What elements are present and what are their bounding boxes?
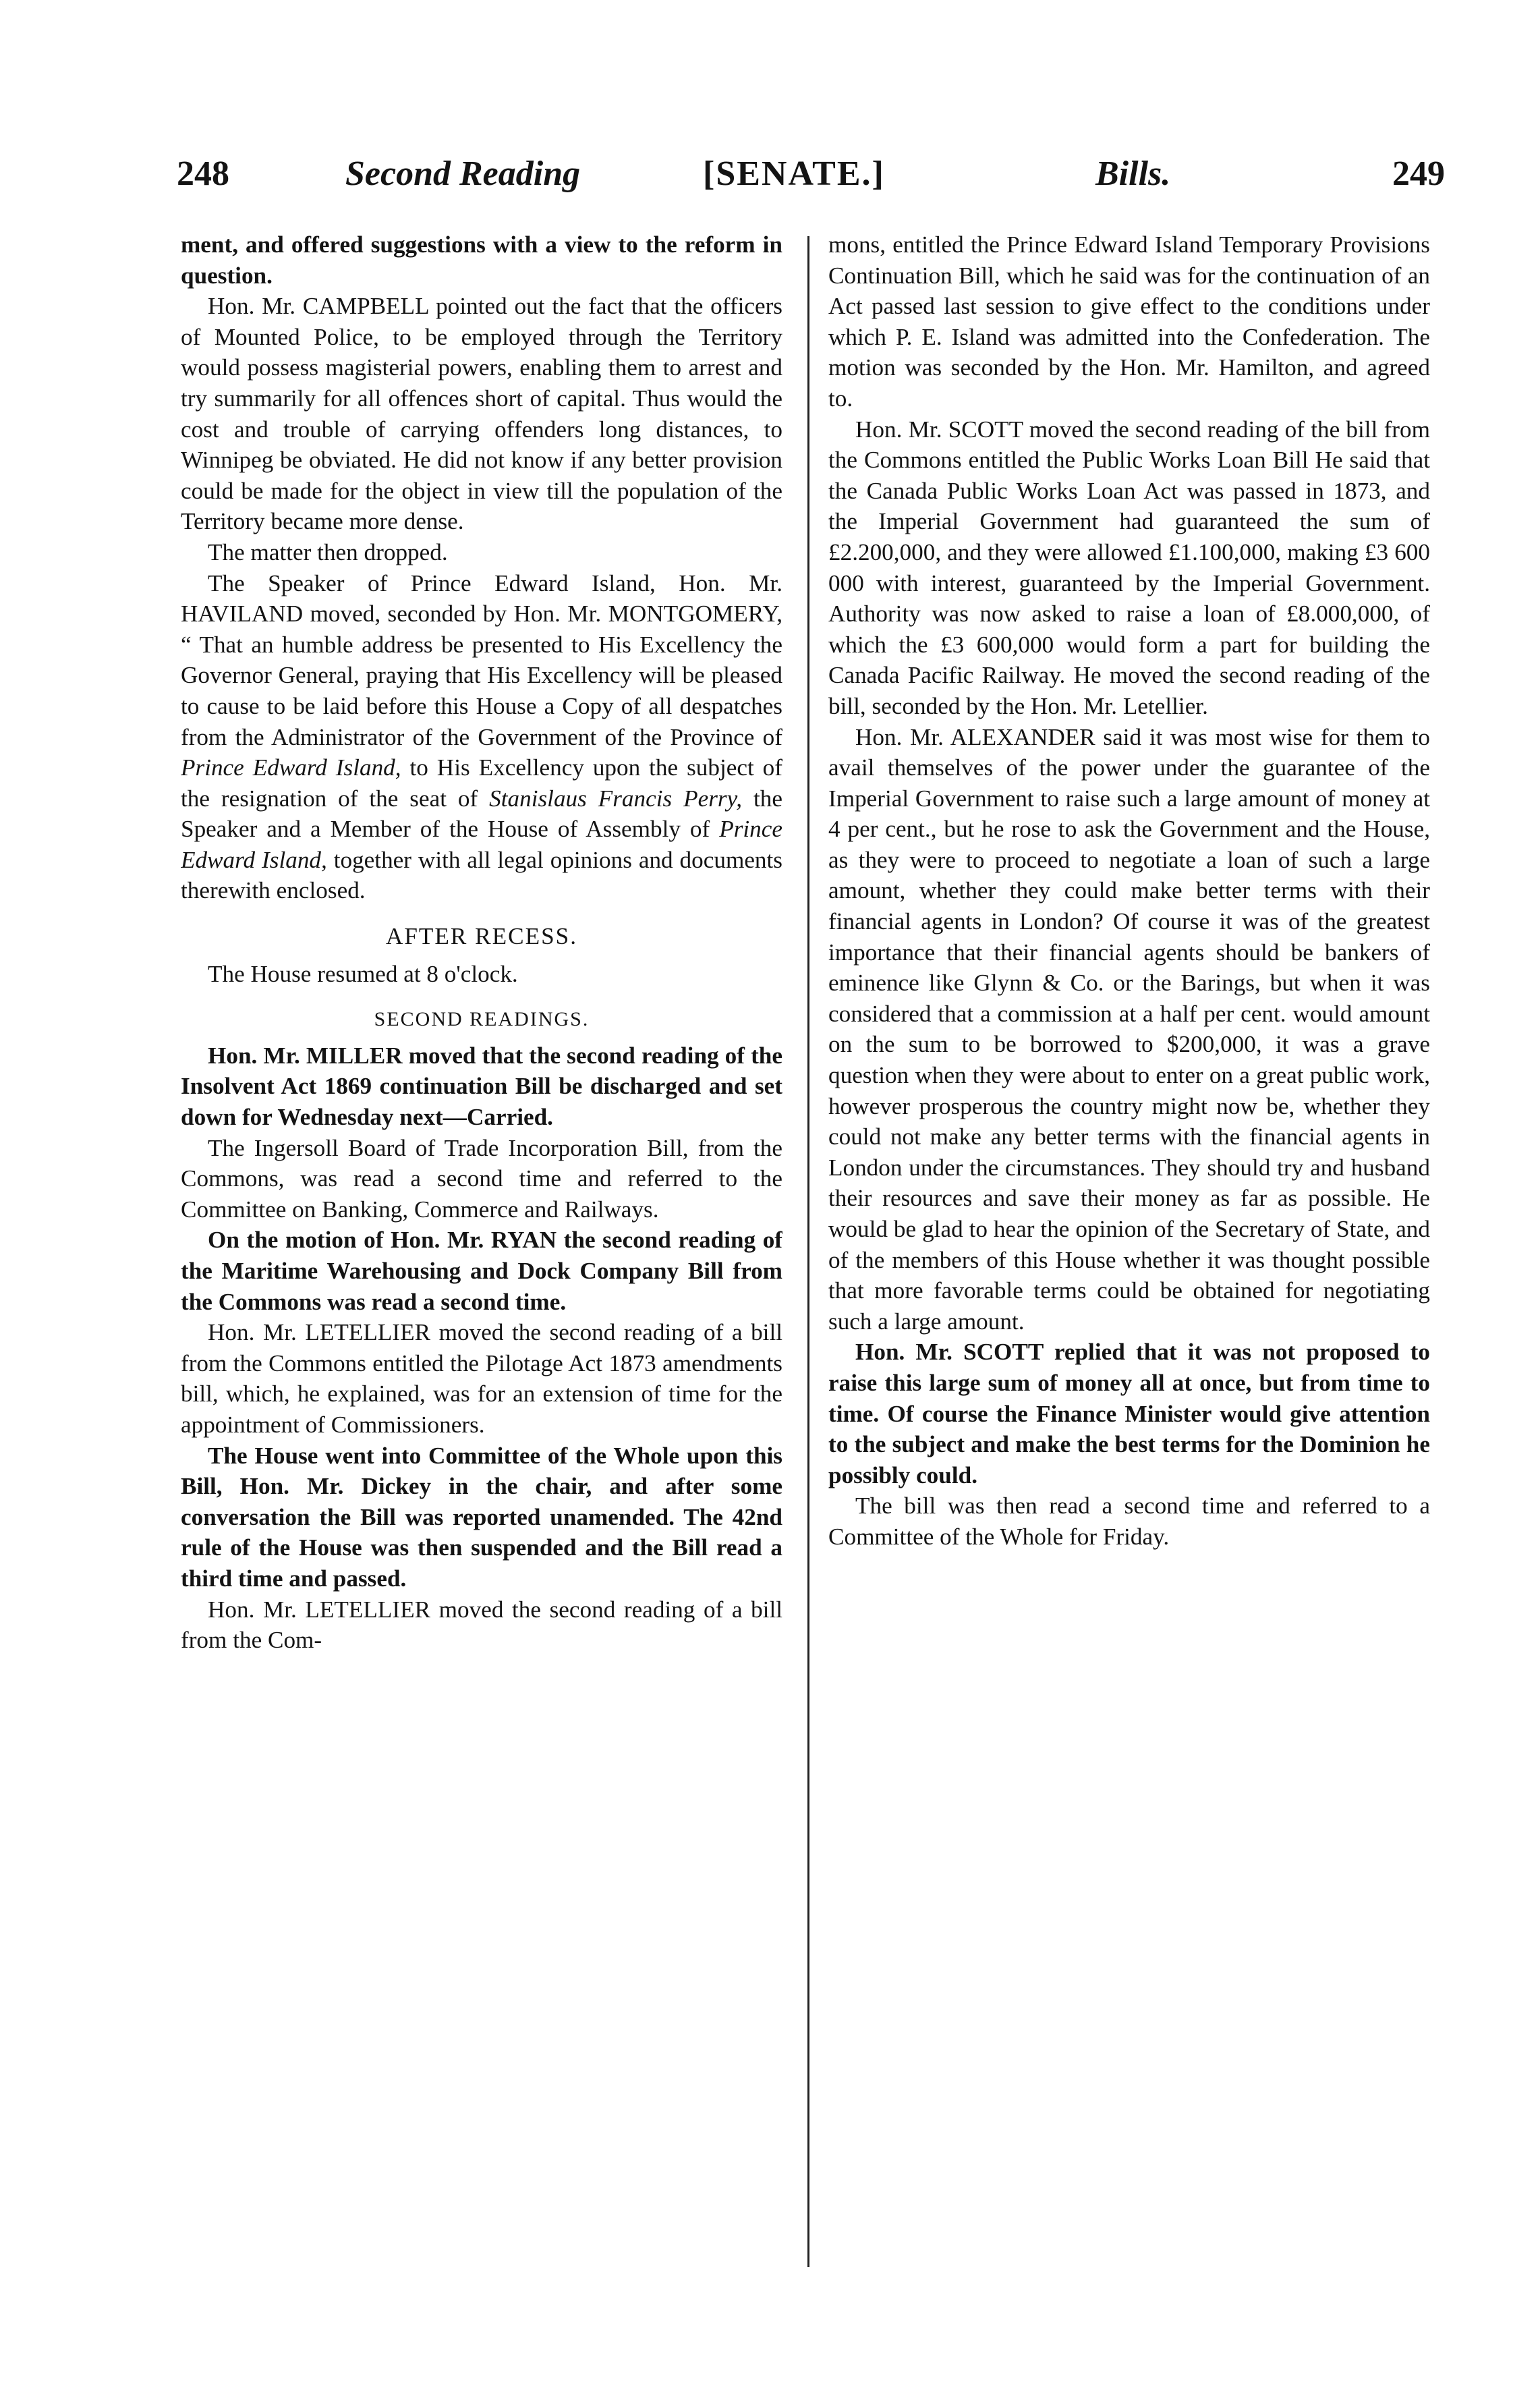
right-column — [828, 229, 1430, 2328]
paragraph: The matter then dropped. — [208, 538, 448, 565]
section-heading: SECOND READINGS. — [374, 1008, 590, 1031]
paragraph: The House resumed at 8 o'clock. — [208, 960, 518, 987]
left-page-number: 248 — [177, 155, 229, 193]
paragraph: mons, entitled the Prince Edward Island Temporary Provisions Continuation Bill, which he said was for the continuation of an Act passed last session to give effect to the conditions under which P. E. Island was admitted into the Confederation. The motion was seconded by the Hon. Mr. Hamilton, and agreed to. — [828, 231, 1430, 412]
paragraph: On the motion of Hon. Mr. RYAN the second reading of the Maritime Warehousing and Dock Company Bill from the Commons was read a second time. — [181, 1227, 782, 1315]
paragraph: Hon. Mr. SCOTT replied that it was not proposed to raise this large sum of money all at once, but from time to time. Of course the Finance Minister would give attention to the subject and make the best terms for the Dominion he possibly could. — [828, 1339, 1430, 1488]
paragraph: Hon. Mr. LETELLIER moved the second reading of a bill from the Com- — [181, 1596, 782, 1654]
section-heading: AFTER RECESS. — [385, 923, 578, 950]
italic-run: Prince Edward Island, — [181, 816, 782, 873]
column-divider — [807, 236, 809, 2267]
page-header — [177, 154, 1445, 215]
paragraph: Hon. Mr. LETELLIER moved the second reading of a bill from the Commons entitled the Pilotage Act 1873 amendments bill, which, he explained, was for an extension of time for the appointment of Commissioners. — [181, 1319, 782, 1438]
paragraph: Hon. Mr. SCOTT moved the second reading of the bill from the Commons entitled the Public Works Loan Bill He said that the Canada Public Works Loan Act was passed in 1873, and the Imperial Government had guaranteed the sum of £2.200,000, and they were allowed £1.100,000, making £3 600 000 with interest, guaranteed by the Imperial Government. Authority was now asked to raise a loan of £8.000,000, of which the £3 600,000 would form a part for building the Canada Pacific Railway. He moved the second reading of the bill, seconded by the Hon. Mr. Letellier. — [828, 416, 1430, 719]
paragraph: The House went into Committee of the Whole upon this Bill, Hon. Mr. Dickey in the chair, and after some conversation the Bill was reported unamended. The 42nd rule of the House was then suspended and the Bill read a third time and passed. — [181, 1442, 782, 1592]
section-title: [SENATE.] — [703, 155, 885, 193]
text-run: The Speaker of Prince Edward Island, Hon. Mr. HAVILAND moved, seconded by Hon. Mr. MONTGOMERY, “ That an humble address be presented to His Excellency the Governor General, praying that His Excellency will be pleased to cause to be laid before this House a Copy of all despatches from the Administrator of the Government of the Province of — [181, 569, 782, 750]
right-running-title: Bills. — [1095, 155, 1171, 193]
paragraph: The bill was then read a second time and referred to a Committee of the Whole for Friday. — [828, 1493, 1430, 1550]
paragraph: The Ingersoll Board of Trade Incorporation Bill, from the Commons, was read a second time and referred to the Committee on Banking, Commerce and Railways. — [181, 1134, 782, 1223]
right-page-number: 249 — [1392, 155, 1445, 193]
paragraph: ment, and offered suggestions with a view to the reform in question. — [181, 231, 782, 289]
italic-run: Prince Edward Island, — [181, 754, 401, 781]
paragraph — [181, 568, 782, 907]
text-run: the Speaker and a Member of the House of Assembly of — [181, 785, 782, 843]
left-column — [181, 229, 782, 2328]
paragraph: Hon. Mr. MILLER moved that the second reading of the Insolvent Act 1869 continuation Bill be discharged and set down for Wednesday next—Carried. — [181, 1042, 782, 1131]
left-running-title: Second Reading — [345, 155, 581, 193]
paragraph: Hon. Mr. CAMPBELL pointed out the fact that the officers of Mounted Police, to be employed through the Territory would possess magisterial powers, enabling them to arrest and try summarily for all offences short of capital. Thus would the cost and trouble of carrying offenders long distances, to Winnipeg be obviated. He did not know if any better provision could be made for the object in view till the population of the Territory became more dense. — [181, 293, 782, 535]
text-run: together with all legal opinions and documents therewith enclosed. — [181, 846, 782, 904]
paragraph: Hon. Mr. ALEXANDER said it was most wise for them to avail themselves of the power under the guarantee of the Imperial Government to raise such a large amount of money at 4 per cent., but he rose to ask the Government and the House, as they were to proceed to negotiate a loan of such a large amount, whether they could make better terms with their financial agents in London? Of course it was of the greatest importance that their financial agents should be bankers of eminence like Glynn & Co. or the Barings, but when it was considered that a commission at a half per cent. would amount on the sum to be borrowed to $200,000, it was a grave question when they were about to enter on a great public work, however prosperous the country might now be, whether they could not make any better terms with the financial agents in London under the circumstances. They should try and husband their resources and save their money as far as possible. He would be glad to hear the opinion of the Secretary of State, and of the members of this House whether it was thought possible that more favorable terms could be obtained for negotiating such a large amount. — [828, 723, 1430, 1335]
italic-run: Stanislaus Francis Perry, — [489, 785, 743, 812]
text-run: to His Excellency upon the subject of the resignation of the seat of — [181, 754, 782, 812]
